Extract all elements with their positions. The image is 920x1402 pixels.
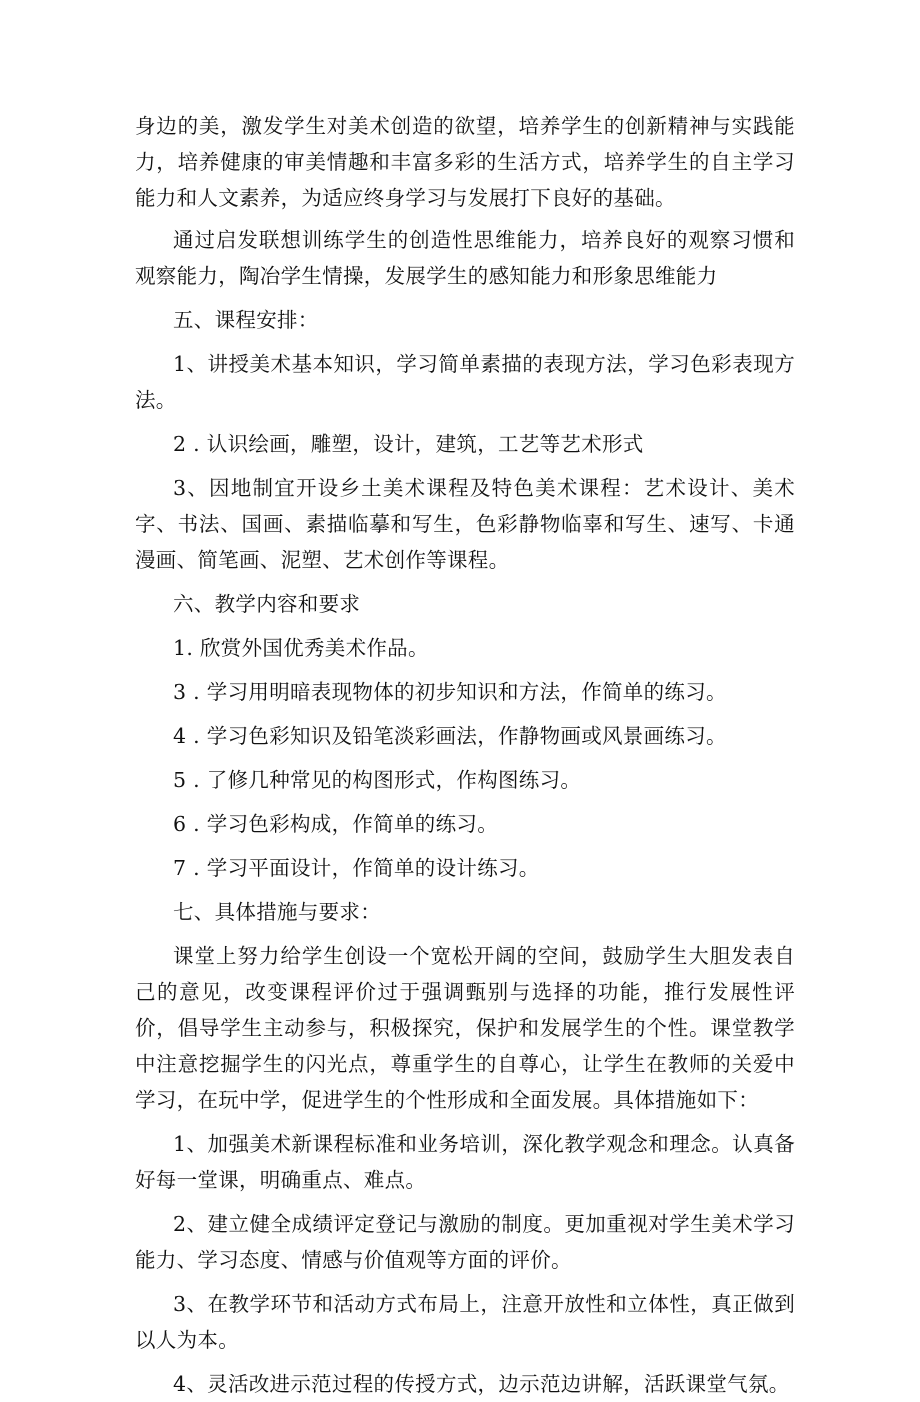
list-item-course-1: 1、讲授美术基本知识，学习简单素描的表现方法，学习色彩表现方法。 <box>135 352 795 412</box>
document-page <box>135 108 795 1402</box>
heading-course-arrangement: 五、课程安排： <box>173 308 319 332</box>
list-item-content-4: 4 . 学习色彩知识及铅笔淡彩画法，作静物画或风景画练习。 <box>173 724 727 748</box>
list-item-course-3: 3、因地制宜开设乡土美术课程及特色美术课程：艺术设计、美术字、书法、国画、素描临摹和写生，色彩静物临辜和写生、速写、卡通漫画、简笔画、泥塑、艺术创作等课程。 <box>135 476 795 572</box>
list-item-content-5: 5 . 了修几种常见的构图形式，作构图练习。 <box>173 768 582 792</box>
heading-measures: 七、具体措施与要求： <box>173 900 381 924</box>
paragraph-thinking-ability: 通过启发联想训练学生的创造性思维能力，培养良好的观察习惯和观察能力，陶冶学生情操，发展学生的感知能力和形象思维能力 <box>135 228 795 288</box>
paragraph-classroom: 课堂上努力给学生创设一个宽松开阔的空间，鼓励学生大胆发表自己的意见，改变课程评价过于强调甄别与选择的功能，推行发展性评价，倡导学生主动参与，积极探究，保护和发展学生的个性。课堂教学中注意挖掘学生的闪光点，尊重学生的自尊心，让学生在教师的关爱中学习，在玩中学，促进学生的个性形成和全面发展。具体措施如下： <box>135 944 795 1112</box>
list-item-measure-4: 4、灵活改进示范过程的传授方式，边示范边讲解，活跃课堂气氛。 <box>173 1372 790 1396</box>
paragraph-goals-continued: 身边的美，激发学生对美术创造的欲望，培养学生的创新精神与实践能力，培养健康的审美情趣和丰富多彩的生活方式，培养学生的自主学习能力和人文素养，为适应终身学习与发展打下良好的基础。 <box>135 114 795 210</box>
list-item-course-2: 2 . 认识绘画，雕塑，设计，建筑，工艺等艺术形式 <box>173 432 644 456</box>
list-item-content-6: 6 . 学习色彩构成，作简单的练习。 <box>173 812 498 836</box>
list-item-content-3: 3 . 学习用明暗表现物体的初步知识和方法，作简单的练习。 <box>173 680 727 704</box>
list-item-measure-1: 1、加强美术新课程标准和业务培训，深化教学观念和理念。认真备好每一堂课，明确重点、难点。 <box>135 1132 795 1192</box>
list-item-measure-2: 2、建立健全成绩评定登记与激励的制度。更加重视对学生美术学习能力、学习态度、情感与价值观等方面的评价。 <box>135 1212 795 1272</box>
list-item-measure-3: 3、在教学环节和活动方式布局上，注意开放性和立体性，真正做到以人为本。 <box>135 1292 795 1352</box>
list-item-content-7: 7 . 学习平面设计，作简单的设计练习。 <box>173 856 540 880</box>
heading-teaching-content: 六、教学内容和要求 <box>173 592 361 616</box>
list-item-content-1: 1. 欣赏外国优秀美术作品。 <box>173 636 429 660</box>
